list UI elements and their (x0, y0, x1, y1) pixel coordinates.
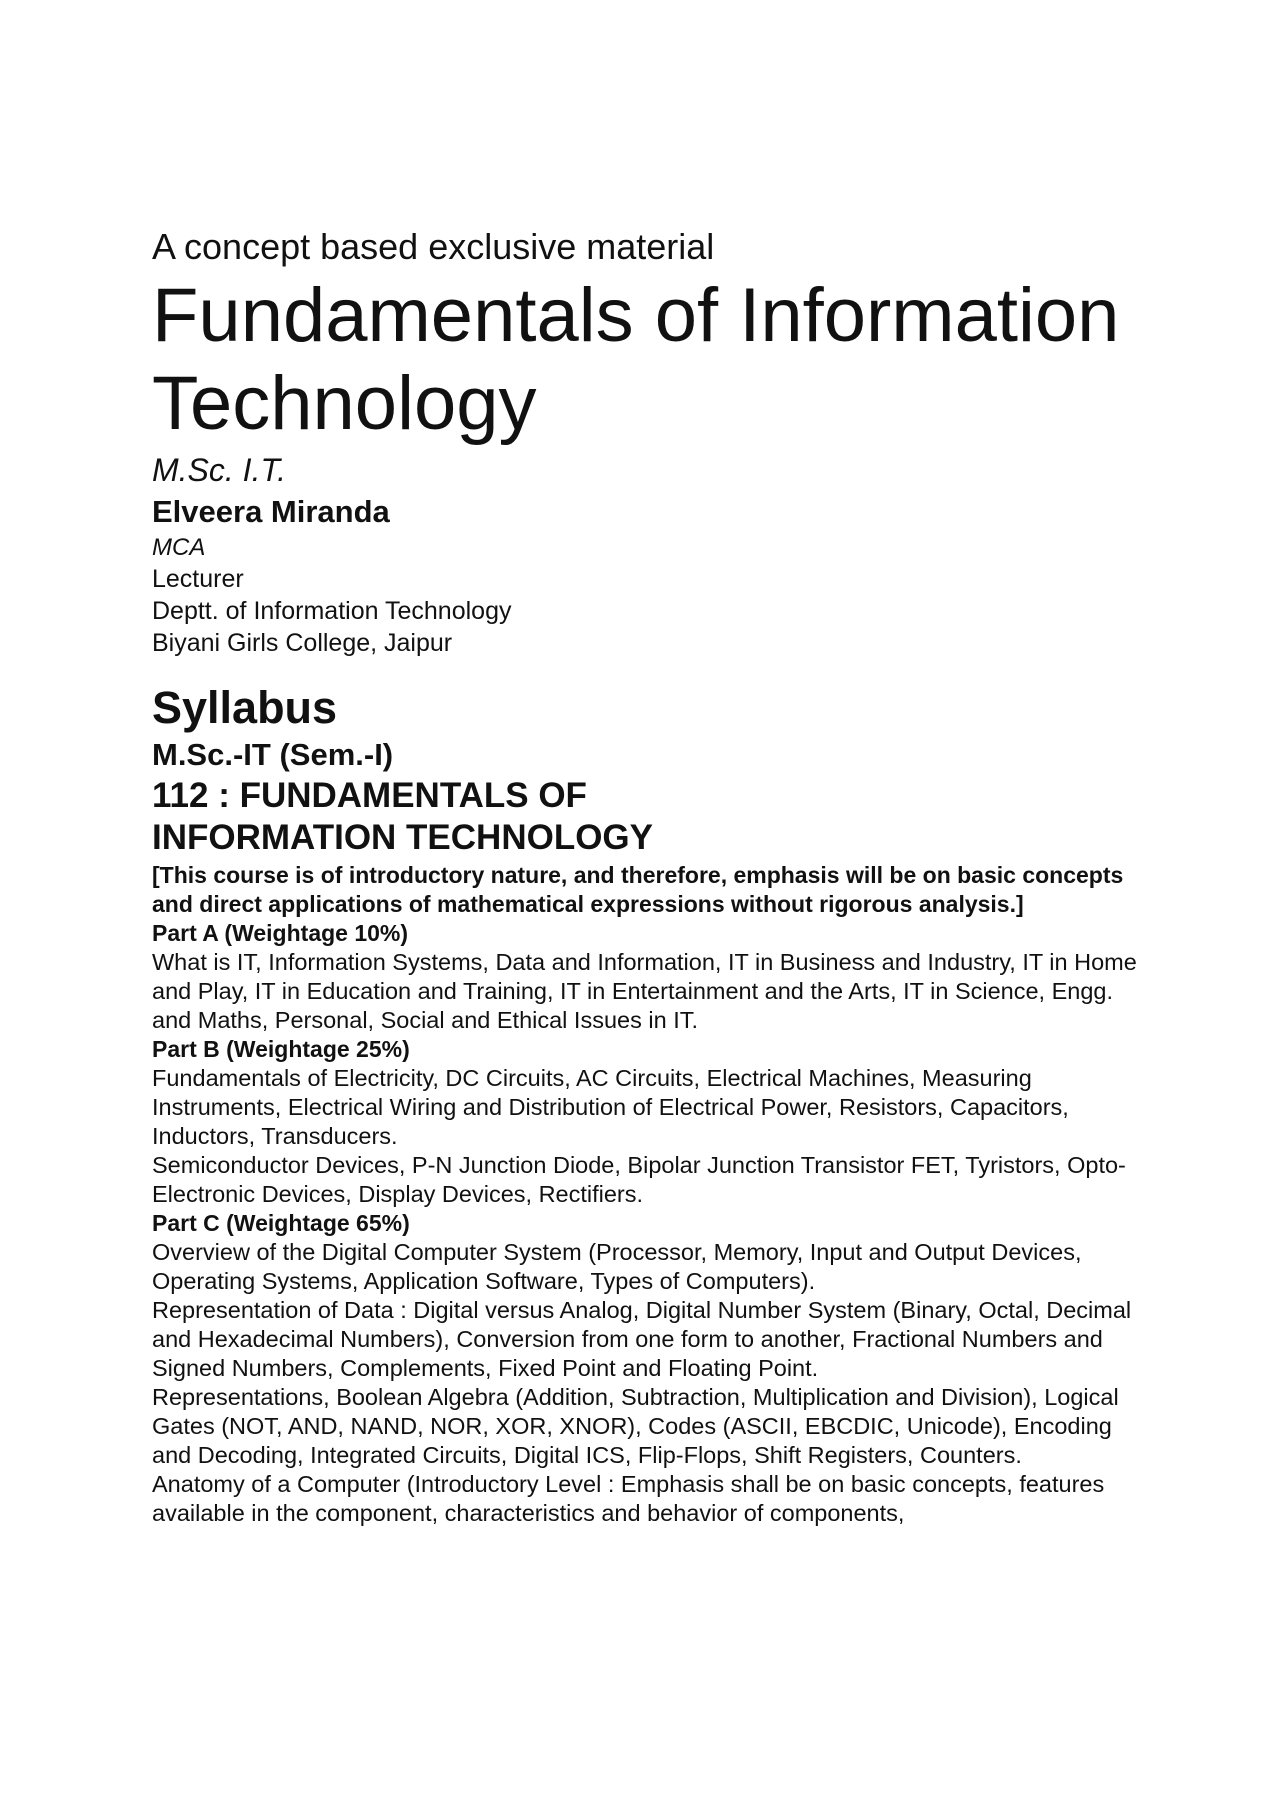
course-note: [This course is of introductory nature, and therefore, emphasis will be on basic concepts and direct applications of mathematical expressions without rigorous analysis.] (152, 862, 1124, 917)
author-qualification: MCA (152, 534, 206, 561)
course-title-line-1: 112 : FUNDAMENTALS OF (152, 776, 587, 815)
document-page (152, 222, 1152, 1528)
part-b-paragraph: Fundamentals of Electricity, DC Circuits, AC Circuits, Electrical Machines, Measuring Instruments, Electrical Wiring and Distribution of Electrical Power, Resistors, Capacitors, Inductors, Transducers. (152, 1065, 1069, 1149)
title-line-1: Fundamentals of Information (152, 273, 1120, 358)
part-c-section (152, 1209, 1152, 1528)
part-b-heading: Part B (Weightage 25%) (152, 1036, 410, 1062)
part-c-paragraph: Representation of Data : Digital versus Analog, Digital Number System (Binary, Octal, Decimal and Hexadecimal Numbers), Conversion from one form to another, Fractional Numbers and Signed Numbers, Complements, Fixed Point and Floating Point. (152, 1297, 1132, 1381)
part-a-heading: Part A (Weightage 10%) (152, 920, 409, 946)
semester-label: M.Sc.-IT (Sem.-I) (152, 737, 394, 772)
part-c-paragraph: Overview of the Digital Computer System (Processor, Memory, Input and Output Devices, Operating Systems, Application Software, Types of Computers). (152, 1239, 1082, 1294)
part-b-paragraph: Semiconductor Devices, P-N Junction Diode, Bipolar Junction Transistor FET, Tyristors, Opto-Electronic Devices, Display Devices, Rectifiers. (152, 1152, 1126, 1207)
author-department: Deptt. of Information Technology (152, 597, 512, 625)
course-title (152, 775, 1152, 859)
author-college: Biyani Girls College, Jaipur (152, 629, 453, 657)
course-title-line-2: INFORMATION TECHNOLOGY (152, 818, 653, 857)
part-a-paragraph: What is IT, Information Systems, Data and Information, IT in Business and Industry, IT in Home and Play, IT in Education and Training, IT in Entertainment and the Arts, IT in Science, Engg. and Maths, Personal, Social and Ethical Issues in IT. (152, 949, 1137, 1033)
title-line-2: Technology (152, 361, 537, 446)
part-c-paragraph: Representations, Boolean Algebra (Addition, Subtraction, Multiplication and Division), Logical Gates (NOT, AND, NAND, NOR, XOR, XNOR), Codes (ASCII, EBCDIC, Unicode), Encoding and Decoding, Integrated Circuits, Digital ICS, Flip-Flops, Shift Registers, Counters. (152, 1384, 1119, 1468)
part-c-heading: Part C (Weightage 65%) (152, 1210, 410, 1236)
author-designation: Lecturer (152, 565, 244, 593)
part-c-paragraph: Anatomy of a Computer (Introductory Level : Emphasis shall be on basic concepts, features available in the component, characteristics and behavior of components, (152, 1471, 1105, 1526)
tagline: A concept based exclusive material (152, 226, 715, 267)
document-title (152, 272, 1152, 448)
syllabus-heading: Syllabus (152, 682, 338, 733)
part-a-section (152, 919, 1152, 1035)
author-name: Elveera Miranda (152, 494, 390, 529)
degree-label: M.Sc. I.T. (152, 452, 286, 488)
part-b-section (152, 1035, 1152, 1209)
